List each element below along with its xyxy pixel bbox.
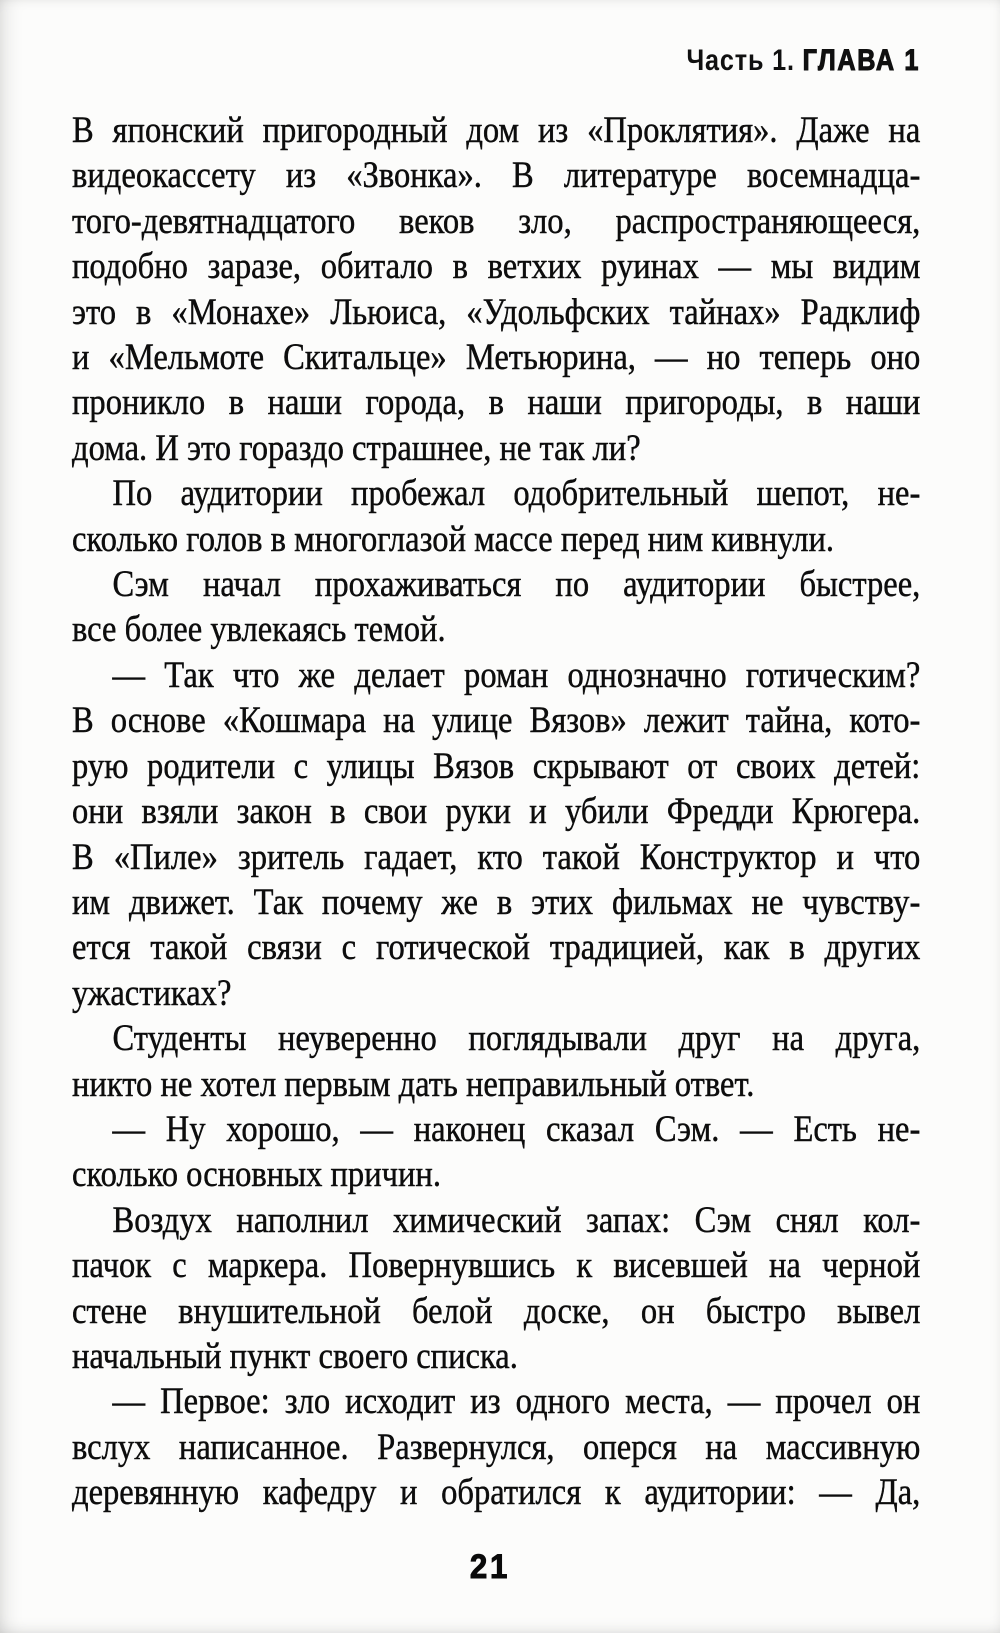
text-line: подобно заразе, обитало в ветхих руинах — мы видим xyxy=(72,246,921,288)
text-line: В основе «Кошмара на улице Вязов» лежит тайна, кото- xyxy=(72,700,921,742)
text-line: деревянную кафедру и обратился к аудитории: — Да, xyxy=(72,1472,921,1514)
paragraph xyxy=(72,562,920,653)
text-line: они взяли закон в свои руки и убили Фредди Крюгера. xyxy=(72,791,921,833)
text-line: пачок с маркера. Повернувшись к висевшей на черной xyxy=(72,1245,921,1287)
paragraph xyxy=(72,108,920,471)
text-line: начальный пункт своего списка. xyxy=(72,1335,518,1377)
text-line: рую родители с улицы Вязов скрывают от своих детей: xyxy=(72,745,921,787)
text-line: Студенты неуверенно поглядывали друг на друга, xyxy=(112,1018,921,1060)
text-line: — Ну хорошо, — наконец сказал Сэм. — Есть не- xyxy=(112,1108,921,1150)
text-line: все более увлекаясь темой. xyxy=(72,609,446,651)
text-line: сколько основных причин. xyxy=(72,1154,441,1196)
text-line: В «Пиле» зритель гадает, кто такой Конструктор и что xyxy=(72,836,921,878)
paragraph xyxy=(72,653,920,1016)
text-line: стене внушительной белой доске, он быстро вывел xyxy=(72,1290,921,1332)
text-line: ужастиках? xyxy=(72,972,232,1014)
text-line: ется такой связи с готической традицией, как в других xyxy=(72,927,921,969)
text-line: видеокассету из «Звонка». В литературе восемнадца- xyxy=(72,155,921,197)
paragraph xyxy=(72,1107,920,1198)
running-head xyxy=(686,44,920,78)
text-line: — Первое: зло исходит из одного места, — прочел он xyxy=(112,1381,921,1423)
text-line: никто не хотел первым дать неправильный ответ. xyxy=(72,1063,755,1105)
text-line: Воздух наполнил химический запах: Сэм снял кол- xyxy=(112,1199,921,1241)
text-line: Сэм начал прохаживаться по аудитории быстрее, xyxy=(112,564,921,606)
body-text xyxy=(72,108,920,1516)
text-line: вслух написанное. Развернулся, оперся на массивную xyxy=(72,1426,921,1468)
text-line: проникло в наши города, в наши пригороды, в наши xyxy=(72,382,921,424)
text-line: По аудитории пробежал одобрительный шепот, не- xyxy=(112,473,921,515)
page-number: 21 xyxy=(469,1548,511,1586)
paragraph xyxy=(72,471,920,562)
chapter-label: ГЛАВА 1 xyxy=(802,44,920,77)
text-line: того-девятнадцатого веков зло, распространяющееся, xyxy=(72,200,921,242)
text-line: сколько голов в многоглазой массе перед ним кивнули. xyxy=(72,518,835,560)
text-line: В японский пригородный дом из «Проклятия». Даже на xyxy=(72,110,921,151)
paragraph xyxy=(72,1016,920,1107)
text-line: им движет. Так почему же в этих фильмах не чувству- xyxy=(72,881,921,923)
text-line: — Так что же делает роман однозначно готическим? xyxy=(112,654,921,696)
text-line: это в «Монахе» Льюиса, «Удольфских тайнах» Радклиф xyxy=(72,291,921,333)
text-line: дома. И это гораздо страшнее, не так ли? xyxy=(72,427,641,469)
part-label: Часть 1. xyxy=(686,44,795,77)
paragraph xyxy=(72,1379,920,1515)
text-line: и «Мельмоте Скитальце» Метьюрина, — но теперь оно xyxy=(72,337,921,379)
paragraph xyxy=(72,1198,920,1380)
